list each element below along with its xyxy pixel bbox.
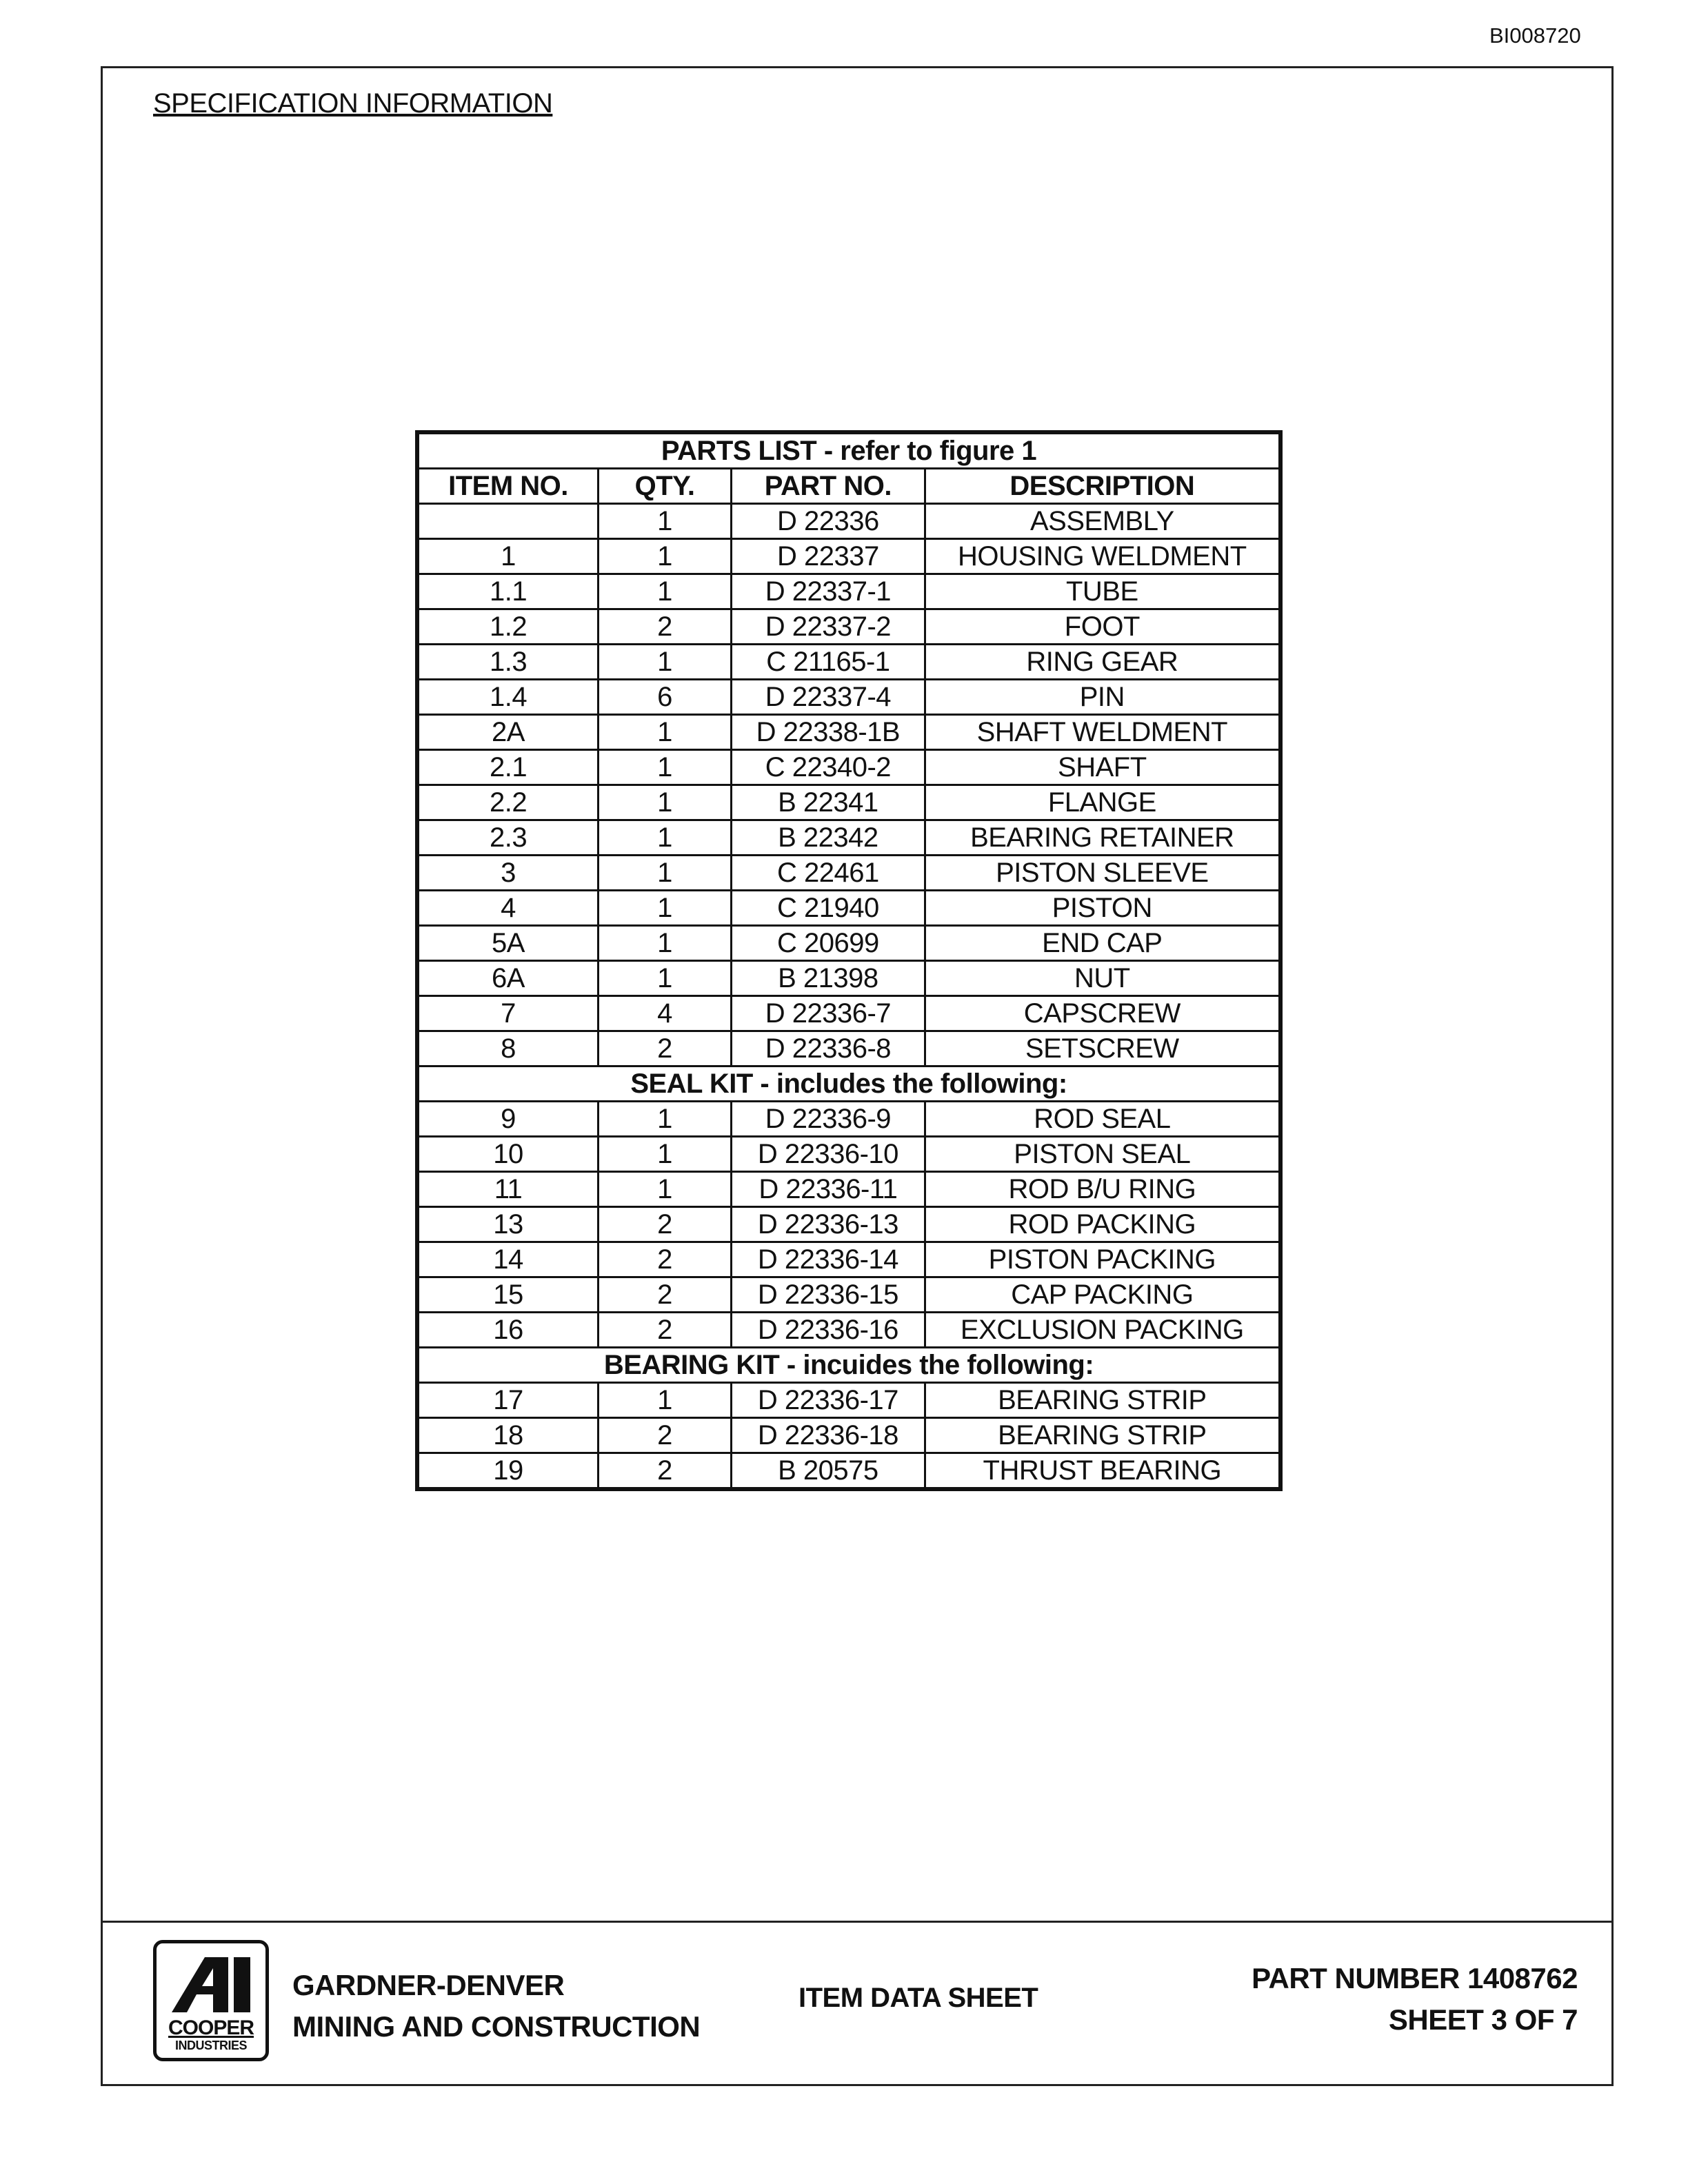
cell-qty: 2	[599, 609, 732, 645]
cell-item-no: 17	[417, 1383, 599, 1418]
cell-description: SHAFT	[925, 750, 1280, 785]
section-title: SPECIFICATION INFORMATION	[153, 88, 553, 119]
cell-item-no: 11	[417, 1172, 599, 1207]
cell-part-no: D 22337	[732, 539, 925, 574]
cell-description: RING GEAR	[925, 645, 1280, 680]
parts-list-table	[415, 430, 1283, 1491]
cell-qty: 2	[599, 1242, 732, 1277]
cell-qty: 1	[599, 785, 732, 820]
cell-part-no: D 22336-11	[732, 1172, 925, 1207]
cell-item-no: 8	[417, 1031, 599, 1066]
seal-kit-title-row	[417, 1066, 1280, 1102]
table-row	[417, 1031, 1280, 1066]
cell-description: EXCLUSION PACKING	[925, 1313, 1280, 1348]
cell-part-no: D 22338-1B	[732, 715, 925, 750]
seal-kit-title: SEAL KIT - includes the following:	[417, 1066, 1280, 1102]
cell-part-no: C 22461	[732, 856, 925, 891]
cooper-industries-logo	[153, 1940, 269, 2061]
cell-part-no: C 22340-2	[732, 750, 925, 785]
cell-part-no: C 20699	[732, 926, 925, 961]
cell-part-no: B 21398	[732, 961, 925, 996]
cell-qty: 2	[599, 1313, 732, 1348]
cell-description: THRUST BEARING	[925, 1453, 1280, 1490]
cell-description: PISTON SLEEVE	[925, 856, 1280, 891]
part-number: PART NUMBER 1408762	[1252, 1962, 1578, 1994]
table-row	[417, 1207, 1280, 1242]
company-division: MINING AND CONSTRUCTION	[292, 2010, 701, 2043]
cooper-logo-mark-icon	[169, 1953, 254, 2016]
cell-description: PISTON PACKING	[925, 1242, 1280, 1277]
cell-item-no: 9	[417, 1102, 599, 1137]
cell-part-no: D 22336-10	[732, 1137, 925, 1172]
cell-item-no: 14	[417, 1242, 599, 1277]
cell-part-no: D 22337-4	[732, 680, 925, 715]
cell-qty: 1	[599, 856, 732, 891]
cell-description: ASSEMBLY	[925, 504, 1280, 539]
cell-qty: 1	[599, 504, 732, 539]
cell-item-no: 4	[417, 891, 599, 926]
table-row	[417, 1172, 1280, 1207]
cell-qty: 1	[599, 1137, 732, 1172]
cell-part-no: D 22336	[732, 504, 925, 539]
cell-part-no: D 22336-17	[732, 1383, 925, 1418]
cell-qty: 1	[599, 539, 732, 574]
cell-qty: 1	[599, 750, 732, 785]
table-row	[417, 856, 1280, 891]
cell-part-no: B 20575	[732, 1453, 925, 1490]
table-row	[417, 1137, 1280, 1172]
table-row	[417, 1277, 1280, 1313]
cell-description: CAPSCREW	[925, 996, 1280, 1031]
cell-description: FLANGE	[925, 785, 1280, 820]
cell-item-no: 16	[417, 1313, 599, 1348]
bearing-kit-title: BEARING KIT - incuides the following:	[417, 1348, 1280, 1383]
cell-part-no: B 22341	[732, 785, 925, 820]
cell-item-no: 3	[417, 856, 599, 891]
cell-part-no: D 22336-9	[732, 1102, 925, 1137]
cell-description: ROD B/U RING	[925, 1172, 1280, 1207]
table-row	[417, 1102, 1280, 1137]
table-row	[417, 820, 1280, 856]
cell-item-no: 6A	[417, 961, 599, 996]
cell-qty: 2	[599, 1031, 732, 1066]
cell-qty: 1	[599, 961, 732, 996]
sheet-type: ITEM DATA SHEET	[798, 1983, 1038, 2013]
table-row	[417, 504, 1280, 539]
cell-item-no: 10	[417, 1137, 599, 1172]
parts-list-title: PARTS LIST - refer to figure 1	[417, 432, 1280, 469]
cell-part-no: B 22342	[732, 820, 925, 856]
header-description: DESCRIPTION	[925, 469, 1280, 504]
cell-item-no: 1	[417, 539, 599, 574]
cell-description: PISTON SEAL	[925, 1137, 1280, 1172]
cell-item-no: 19	[417, 1453, 599, 1490]
table-row	[417, 574, 1280, 609]
table-row	[417, 715, 1280, 750]
cell-part-no: D 22337-2	[732, 609, 925, 645]
cell-qty: 2	[599, 1453, 732, 1490]
cell-part-no: C 21165-1	[732, 645, 925, 680]
cell-description: HOUSING WELDMENT	[925, 539, 1280, 574]
table-row	[417, 996, 1280, 1031]
cell-description: BEARING RETAINER	[925, 820, 1280, 856]
table-row	[417, 1453, 1280, 1490]
cell-description: SHAFT WELDMENT	[925, 715, 1280, 750]
cell-item-no: 1.1	[417, 574, 599, 609]
cell-description: BEARING STRIP	[925, 1418, 1280, 1453]
cell-item-no	[417, 504, 599, 539]
parts-list-title-row	[417, 432, 1280, 469]
table-row	[417, 785, 1280, 820]
header-part-no: PART NO.	[732, 469, 925, 504]
logo-text-industries: INDUSTRIES	[174, 2039, 247, 2052]
table-row	[417, 680, 1280, 715]
cell-part-no: D 22336-16	[732, 1313, 925, 1348]
cell-item-no: 2A	[417, 715, 599, 750]
cell-item-no: 2.2	[417, 785, 599, 820]
cell-part-no: D 22336-15	[732, 1277, 925, 1313]
cell-item-no: 15	[417, 1277, 599, 1313]
cell-description: SETSCREW	[925, 1031, 1280, 1066]
cell-qty: 6	[599, 680, 732, 715]
table-row	[417, 645, 1280, 680]
cell-qty: 1	[599, 926, 732, 961]
table-row	[417, 961, 1280, 996]
cell-description: ROD PACKING	[925, 1207, 1280, 1242]
parts-list-header-row	[417, 469, 1280, 504]
cell-qty: 2	[599, 1418, 732, 1453]
cell-item-no: 1.4	[417, 680, 599, 715]
cell-description: END CAP	[925, 926, 1280, 961]
cell-description: PIN	[925, 680, 1280, 715]
cell-description: FOOT	[925, 609, 1280, 645]
cell-qty: 2	[599, 1207, 732, 1242]
cell-qty: 1	[599, 1102, 732, 1137]
cell-part-no: D 22336-14	[732, 1242, 925, 1277]
table-row	[417, 539, 1280, 574]
cell-item-no: 5A	[417, 926, 599, 961]
cell-qty: 1	[599, 1172, 732, 1207]
cell-part-no: D 22336-13	[732, 1207, 925, 1242]
header-item-no: ITEM NO.	[417, 469, 599, 504]
footer-divider	[101, 1921, 1614, 1923]
document-id: BI008720	[1489, 23, 1581, 48]
table-row	[417, 609, 1280, 645]
table-row	[417, 1418, 1280, 1453]
cell-qty: 1	[599, 715, 732, 750]
cell-qty: 4	[599, 996, 732, 1031]
cell-part-no: D 22337-1	[732, 574, 925, 609]
cell-description: PISTON	[925, 891, 1280, 926]
table-row	[417, 1242, 1280, 1277]
cell-description: NUT	[925, 961, 1280, 996]
header-qty: QTY.	[599, 469, 732, 504]
cell-item-no: 7	[417, 996, 599, 1031]
cell-item-no: 1.2	[417, 609, 599, 645]
table-row	[417, 1383, 1280, 1418]
sheet-number: SHEET 3 OF 7	[1388, 2003, 1578, 2036]
cell-part-no: D 22336-7	[732, 996, 925, 1031]
table-row	[417, 1313, 1280, 1348]
cell-part-no: D 22336-8	[732, 1031, 925, 1066]
cell-part-no: D 22336-18	[732, 1418, 925, 1453]
cell-qty: 1	[599, 820, 732, 856]
cell-item-no: 18	[417, 1418, 599, 1453]
cell-item-no: 13	[417, 1207, 599, 1242]
logo-text-cooper: COOPER	[168, 2016, 254, 2039]
table-row	[417, 891, 1280, 926]
cell-description: BEARING STRIP	[925, 1383, 1280, 1418]
cell-item-no: 2.3	[417, 820, 599, 856]
cell-qty: 2	[599, 1277, 732, 1313]
cell-qty: 1	[599, 645, 732, 680]
cell-item-no: 2.1	[417, 750, 599, 785]
cell-description: ROD SEAL	[925, 1102, 1280, 1137]
company-name: GARDNER-DENVER	[292, 1969, 565, 2001]
cell-qty: 1	[599, 891, 732, 926]
cell-qty: 1	[599, 1383, 732, 1418]
cell-qty: 1	[599, 574, 732, 609]
bearing-kit-title-row	[417, 1348, 1280, 1383]
table-row	[417, 926, 1280, 961]
cell-part-no: C 21940	[732, 891, 925, 926]
table-row	[417, 750, 1280, 785]
cell-description: CAP PACKING	[925, 1277, 1280, 1313]
cell-description: TUBE	[925, 574, 1280, 609]
cell-item-no: 1.3	[417, 645, 599, 680]
